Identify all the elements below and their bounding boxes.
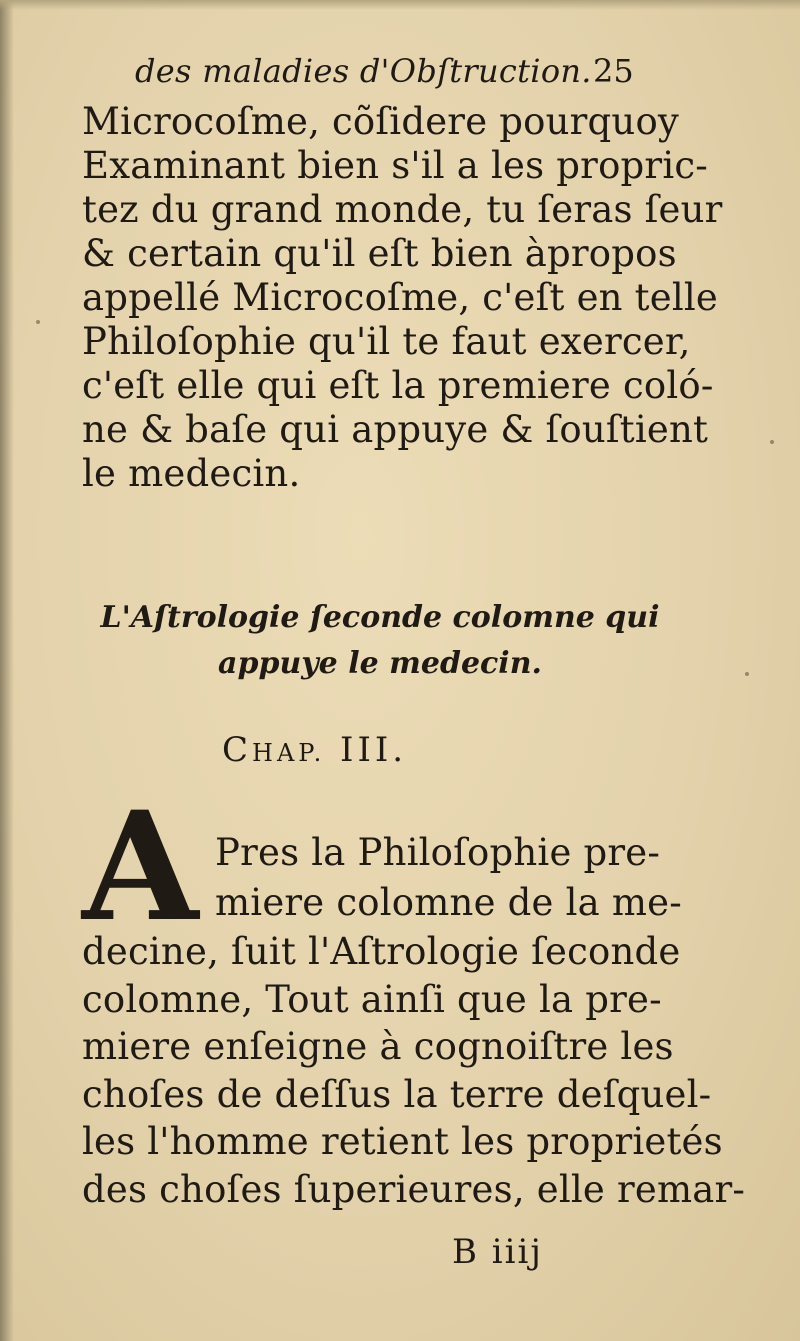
text-line: c'eſt elle qui eſt la premiere coló- <box>82 364 714 407</box>
text-line: decine, ſuit l'Aſtrologie ſeconde <box>82 930 681 973</box>
text-line: tez du grand monde, tu ſeras ſeur <box>82 188 723 231</box>
paragraph-2 <box>82 928 746 1213</box>
text-line: & certain qu'il eſt bien àpropos <box>82 232 677 275</box>
text-line: les l'homme retient les proprietés <box>82 1120 723 1163</box>
text-line: appellé Microcoſme, c'eſt en telle <box>82 276 718 319</box>
text-line: Examinant bien s'il a les propric- <box>82 144 708 187</box>
text-line: des choſes ſuperieures, elle remar- <box>82 1167 746 1211</box>
text-line: colomne, Tout ainſi que la pre- <box>82 977 662 1021</box>
paragraph-1 <box>82 100 723 496</box>
chapter-label <box>222 730 407 770</box>
text-line: Microcoſme, cõſidere pourquoy <box>82 100 680 143</box>
text-line: ne & baſe qui appuye & ſouſtient <box>82 408 709 451</box>
paper-speck <box>745 672 749 676</box>
drop-cap: A <box>82 779 199 955</box>
section-heading-line-1: L'Aſtrologie ſeconde colomne qui <box>100 600 660 635</box>
chapter-label-initial: C <box>222 730 253 770</box>
text-line: le medecin. <box>82 452 301 495</box>
chapter-label-rest: HAP. <box>252 739 326 767</box>
running-head <box>135 52 655 102</box>
paper-speck <box>36 320 40 324</box>
page-number: 25 <box>593 52 634 90</box>
running-title: des maladies d'Obſtruction. <box>135 52 592 90</box>
chapter-numeral: III. <box>340 730 408 770</box>
text-line: Pres la Philoſophie pre- <box>215 831 661 874</box>
section-heading <box>100 595 660 687</box>
drop-cap-lines <box>215 828 682 928</box>
text-line: miere enſeigne à cognoiſtre les <box>82 1025 674 1068</box>
section-heading-line-2: appuye le medecin. <box>218 646 542 681</box>
signature-mark: B iiij <box>452 1232 543 1272</box>
page-top-edge <box>0 0 800 10</box>
paper-speck <box>770 440 774 444</box>
page-gutter-shadow <box>0 0 14 1341</box>
text-line: miere colomne de la me- <box>215 881 682 924</box>
text-line: choſes de deſſus la terre deſquel- <box>82 1072 712 1116</box>
text-line: Philoſophie qu'il te faut exercer, <box>82 320 691 363</box>
